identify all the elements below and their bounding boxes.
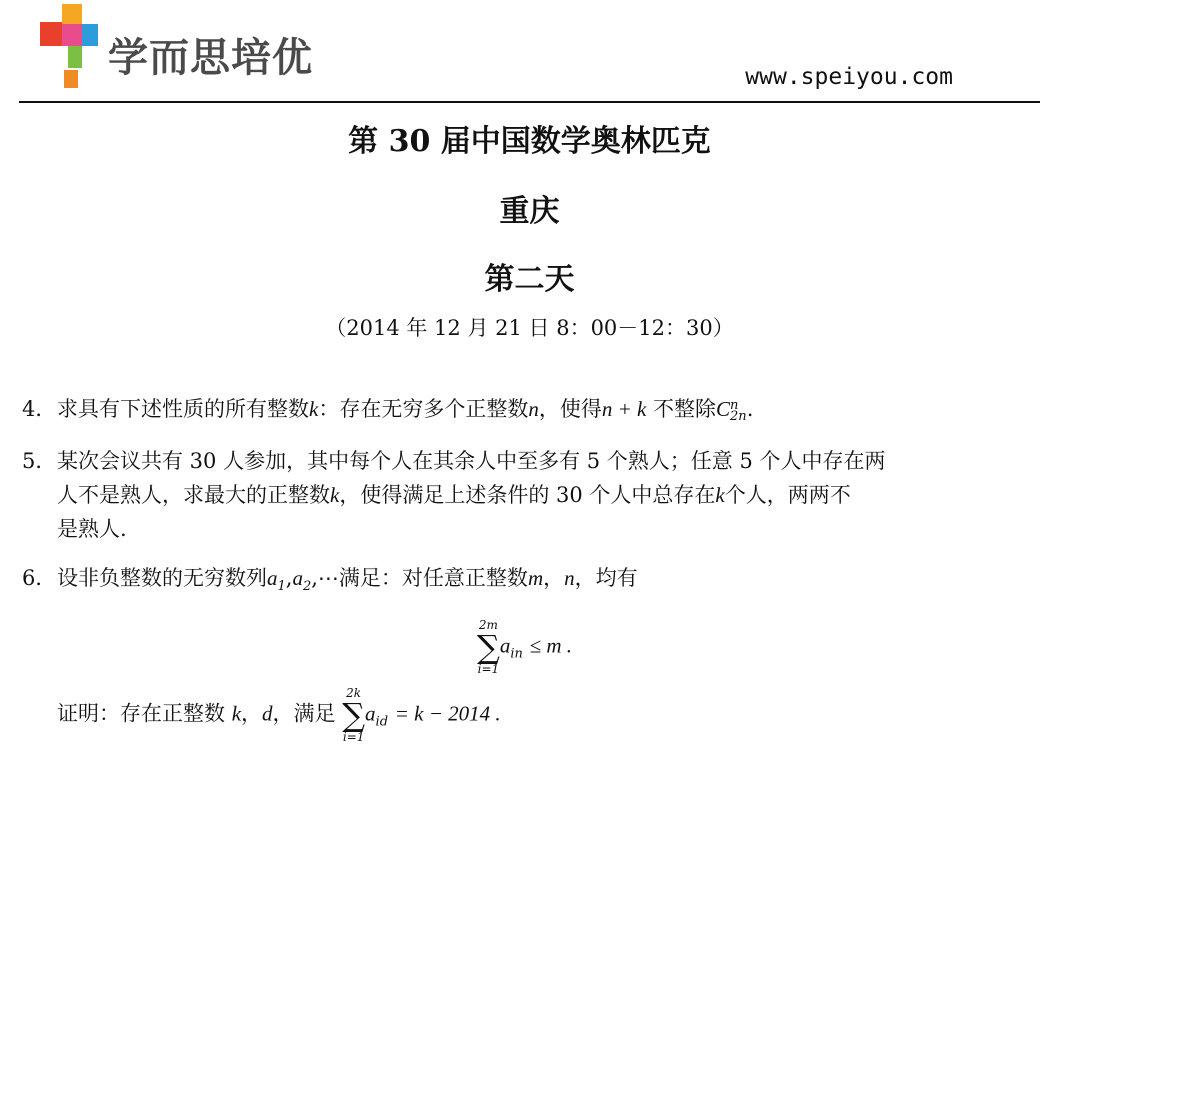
day-label: 第二天 (484, 262, 575, 297)
variable: n (564, 566, 575, 590)
subscript: id (375, 714, 389, 730)
problem-text: . (746, 397, 754, 421)
sum-term: a (365, 701, 376, 726)
sum-lower-limit: i=1 (477, 662, 500, 676)
problem-text: ，使得 (538, 397, 602, 421)
summation (477, 618, 500, 676)
logo-square-red (40, 22, 62, 46)
display-formula-1 (477, 618, 572, 676)
problem-number: 6． (22, 566, 57, 590)
problem-6: 6．设非负整数的无穷数列$a_1,a_2,\cdots$满足：对任意正整数m，n，均有 (22, 561, 638, 604)
variable: k (231, 701, 242, 726)
variable: d (262, 701, 273, 726)
problem-4 (22, 392, 753, 426)
sum-upper-limit: 2m (478, 618, 498, 632)
sum-term: a (499, 633, 511, 658)
logo-text: 学而思培优 (108, 35, 313, 81)
logo-square-orange-2 (64, 70, 78, 88)
variable: m (527, 566, 544, 590)
problem-text: 设非负整数的无穷数列 (57, 566, 267, 590)
location: 重庆 (499, 194, 560, 229)
variable: n (528, 397, 539, 421)
problem-text: ， (543, 566, 565, 590)
sigma-symbol: ∑ (477, 628, 500, 666)
problem-text: ,⋯满足：对任意正整数 (311, 566, 528, 590)
problem-text: ：存在无穷多个正整数 (318, 397, 529, 421)
binomial-sup: n (730, 397, 739, 413)
problem-text: 个人，两两不 (724, 483, 851, 507)
variable: k (715, 483, 725, 507)
subscript: 1 (277, 579, 286, 594)
expression: n + k (601, 397, 647, 421)
website-url[interactable]: www.speiyou.com (745, 64, 953, 90)
binomial: C (716, 397, 731, 421)
variable: k (309, 397, 319, 421)
problem-text: 求具有下述性质的所有整数 (57, 397, 309, 421)
sum-lower-limit: i=1 (342, 730, 365, 744)
sum-rhs: = k − 2014 . (394, 701, 501, 726)
problem-number: 5． (22, 449, 57, 473)
binomial-sub: 2n (730, 408, 747, 424)
problem-text: ，均有 (574, 566, 638, 590)
header-divider (19, 101, 1040, 103)
problem-number: 4． (22, 397, 57, 421)
sequence-term: a (292, 566, 303, 590)
problem-text: ， (241, 701, 263, 726)
logo-square-pink (62, 24, 82, 46)
problem-text: ，使得满足上述条件的 30 个人中总存在 (339, 483, 716, 507)
subscript: 2 (302, 579, 312, 594)
problem-text: 不整除 (653, 397, 717, 421)
problem-5 (22, 444, 886, 546)
logo-square-blue (82, 24, 98, 46)
sum-rhs: ≤ m . (529, 633, 573, 658)
subscript: in (510, 646, 523, 662)
problem-text: 某次会议共有 30 人参加，其中每个人在其余人中至多有 5 个熟人；任意 5 个人中存在两 (57, 449, 886, 473)
competition-title: 第 30 届中国数学奥林匹克 (348, 124, 711, 159)
sigma-symbol: ∑ (342, 696, 366, 734)
problem-text: ，满足 (272, 701, 336, 726)
logo (38, 4, 338, 94)
summation (342, 686, 365, 744)
exam-time: （2014 年 12 月 21 日 8：00－12：30） (325, 316, 734, 340)
problem-text: 是熟人. (57, 517, 127, 541)
logo-square-green (68, 46, 82, 68)
sequence-term: a (267, 566, 278, 590)
problem-text: 人不是熟人，求最大的正整数 (57, 483, 330, 507)
sum-upper-limit: 2k (346, 686, 362, 700)
logo-square-orange (62, 4, 82, 24)
problem-6-proof (57, 686, 501, 744)
variable: k (330, 483, 340, 507)
problem-text: 证明：存在正整数 (57, 701, 225, 726)
